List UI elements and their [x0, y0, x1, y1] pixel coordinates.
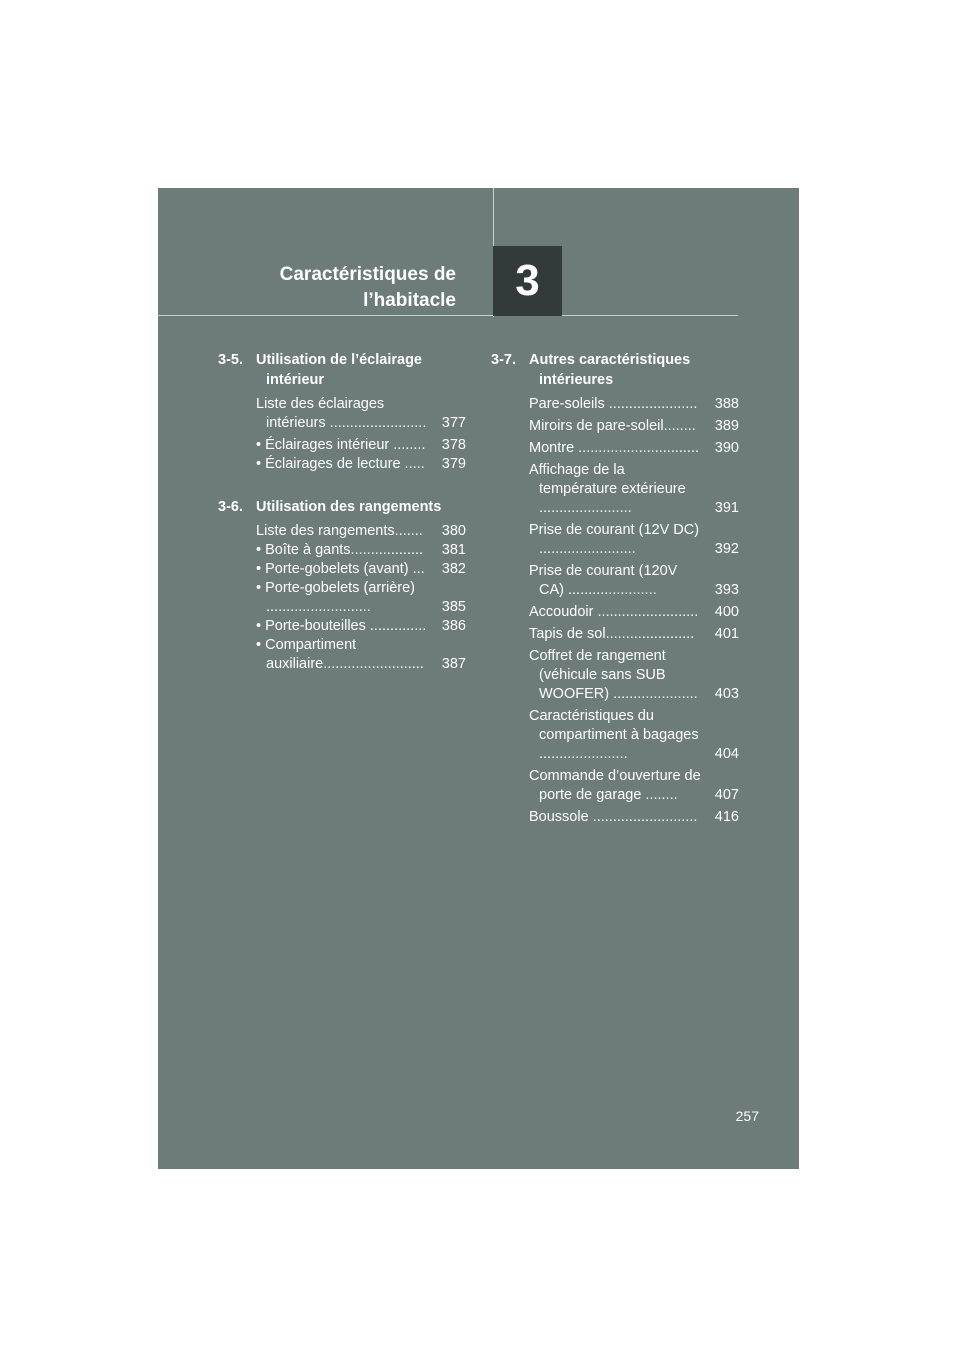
toc-entry-page: 393	[714, 582, 739, 598]
toc-right-column	[491, 350, 739, 830]
chapter-number: 3	[515, 256, 540, 305]
toc-entry[interactable]	[256, 560, 466, 579]
section-heading[interactable]	[218, 497, 466, 517]
toc-entry[interactable]	[529, 521, 739, 559]
toc-entry[interactable]	[529, 647, 739, 704]
section-title: Autres caractéristiques intérieures	[529, 352, 691, 388]
toc-entry-page: 416	[714, 809, 739, 825]
toc-entry[interactable]	[256, 395, 466, 433]
chapter-title	[280, 262, 456, 314]
section-entries	[256, 395, 466, 474]
header-divider-horizontal	[158, 315, 738, 316]
toc-entry[interactable]	[529, 461, 739, 518]
toc-entry-page: 385	[441, 599, 466, 615]
toc-entry-text: • Compartiment auxiliaire.........................	[256, 637, 424, 672]
section-title: Utilisation des rangements	[256, 499, 442, 515]
toc-entry[interactable]	[256, 541, 466, 560]
toc-entry[interactable]	[529, 417, 739, 436]
toc-entry[interactable]	[256, 636, 466, 674]
toc-entry-page: 390	[714, 440, 739, 456]
toc-entry-text: Pare-soleils ......................	[529, 396, 698, 412]
toc-entry-page: 389	[714, 418, 739, 434]
toc-entry[interactable]	[529, 603, 739, 622]
toc-entry[interactable]	[529, 439, 739, 458]
toc-entry-page: 386	[441, 618, 466, 634]
chapter-title-line2: l’habitacle	[363, 290, 456, 311]
toc-entry-page: 381	[441, 542, 466, 558]
toc-entry-page: 378	[441, 437, 466, 453]
toc-entry[interactable]	[529, 767, 739, 805]
toc-entry-text: Boussole ..........................	[529, 809, 698, 825]
toc-entry-text: Affichage de la température extérieure .......................	[529, 462, 686, 516]
toc-entry-text: Liste des éclairages intérieurs ........................	[256, 396, 427, 431]
toc-entry-page: 392	[714, 541, 739, 557]
section-entries	[256, 522, 466, 674]
toc-entry-text: Prise de courant (12V DC) ........................	[529, 522, 700, 557]
toc-entry-page: 387	[441, 656, 466, 672]
section-heading[interactable]	[491, 350, 739, 390]
toc-entry-page: 407	[714, 787, 739, 803]
toc-entry[interactable]	[529, 562, 739, 600]
toc-entry-text: • Porte-gobelets (arrière) ..........................	[256, 580, 415, 615]
toc-entry-text: Caractéristiques du compartiment à bagages ......................	[529, 708, 699, 762]
toc-entry[interactable]	[529, 625, 739, 644]
toc-entry-text: • Porte-bouteilles ..............	[256, 618, 427, 634]
chapter-title-line1: Caractéristiques de	[279, 264, 456, 285]
toc-entry-text: Prise de courant (120V CA) ......................	[529, 563, 678, 598]
section-number: 3-5.	[218, 352, 243, 368]
toc-entry[interactable]	[256, 522, 466, 541]
toc-left-column	[218, 350, 466, 674]
chapter-number-badge	[493, 246, 562, 316]
page-number: 257	[735, 1108, 759, 1124]
toc-entry-text: Coffret de rangement (véhicule sans SUB WOOFER) .....................	[529, 648, 698, 702]
toc-entry-page: 404	[714, 746, 739, 762]
toc-entry[interactable]	[256, 436, 466, 455]
toc-entry-text: Accoudoir .........................	[529, 604, 699, 620]
toc-entry[interactable]	[529, 808, 739, 827]
toc-entry-page: 401	[714, 626, 739, 642]
toc-entry-page: 380	[441, 523, 466, 539]
toc-entry[interactable]	[256, 617, 466, 636]
toc-entry-text: Commande d’ouverture de porte de garage ........	[529, 768, 701, 803]
toc-entry-page: 400	[714, 604, 739, 620]
toc-entry-page: 382	[441, 561, 466, 577]
toc-entry[interactable]	[256, 455, 466, 474]
section-heading[interactable]	[218, 350, 466, 390]
chapter-panel	[158, 188, 799, 1169]
toc-entry-text: • Éclairages intérieur ........	[256, 437, 426, 453]
section-title: Utilisation de l’éclairage intérieur	[256, 352, 422, 388]
toc-entry[interactable]	[529, 395, 739, 414]
toc-entry-text: Liste des rangements.......	[256, 523, 423, 539]
toc-entry-page: 377	[441, 415, 466, 431]
toc-entry-page: 391	[714, 500, 739, 516]
toc-entry-text: Tapis de sol......................	[529, 626, 695, 642]
toc-entry-text: Montre ..............................	[529, 440, 700, 456]
toc-entry-page: 379	[441, 456, 466, 472]
section-number: 3-7.	[491, 352, 516, 368]
toc-entry-text: • Porte-gobelets (avant) ...	[256, 561, 425, 577]
toc-entry[interactable]	[529, 707, 739, 764]
toc-entry-text: • Boîte à gants..................	[256, 542, 424, 558]
toc-entry-page: 403	[714, 686, 739, 702]
toc-entry-text: Miroirs de pare-soleil........	[529, 418, 696, 434]
toc-entry-text: • Éclairages de lecture .....	[256, 456, 425, 472]
section-number: 3-6.	[218, 499, 243, 515]
toc-entry[interactable]	[256, 579, 466, 617]
toc-entry-page: 388	[714, 396, 739, 412]
section-entries	[529, 395, 739, 827]
